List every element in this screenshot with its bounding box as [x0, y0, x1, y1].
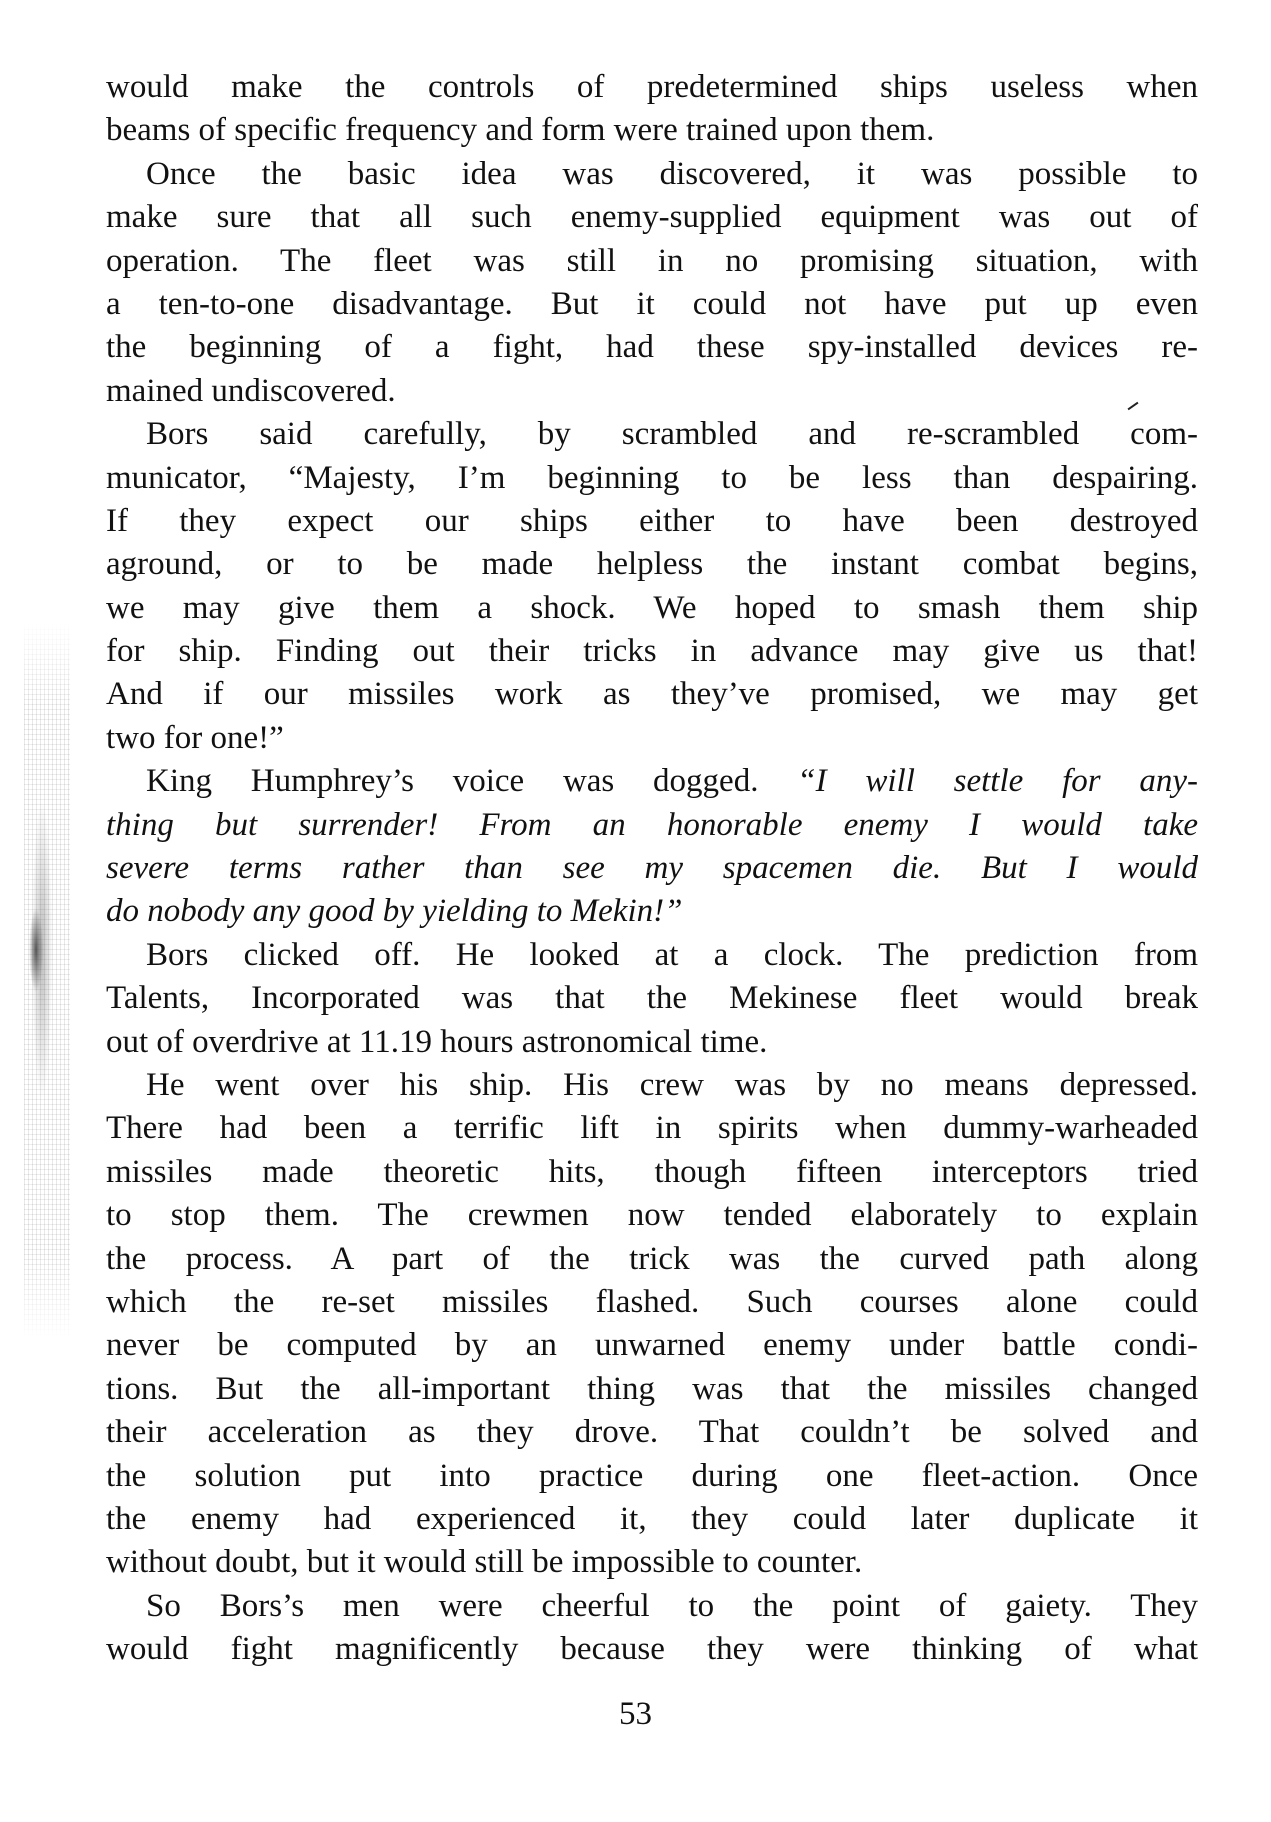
- text-line: a ten-to-one disadvantage. But it could not have put up even: [106, 285, 1198, 322]
- text-line: we may give them a shock. We hoped to smash them ship: [106, 589, 1198, 626]
- text-line: make sure that all such enemy-supplied equipment was out of: [106, 199, 1198, 236]
- text-line: operation. The fleet was still in no promising situation, with: [106, 242, 1198, 279]
- text-italic: “I will settle for any-: [797, 763, 1198, 800]
- text-line-mixed: [106, 760, 1198, 803]
- scan-artifact-strip: [24, 620, 70, 1340]
- text-line: never be computed by an unwarned enemy under battle condi-: [106, 1327, 1198, 1364]
- text-line-italic: do nobody any good by yielding to Mekin!”: [106, 893, 683, 930]
- text-roman: King Humphrey’s voice was dogged.: [146, 763, 798, 800]
- text-line: If they expect our ships either to have been destroyed: [106, 502, 1198, 539]
- text-line-italic: severe terms rather than see my spacemen die. But I would: [106, 850, 1198, 887]
- text-line: Bors clicked off. He looked at a clock. The prediction from: [146, 936, 1198, 973]
- text-line: He went over his ship. His crew was by no means depressed.: [146, 1066, 1198, 1103]
- text-line: mained undiscovered.: [106, 372, 396, 409]
- text-line: the enemy had experienced it, they could later duplicate it: [106, 1500, 1198, 1537]
- text-line: to stop them. The crewmen now tended elaborately to explain: [106, 1197, 1198, 1234]
- text-line: the beginning of a fight, had these spy-installed devices re-: [106, 329, 1198, 366]
- text-line: Bors said carefully, by scrambled and re-scrambled com-: [146, 416, 1198, 453]
- text-line: municator, “Majesty, I’m beginning to be less than despairing.: [106, 459, 1198, 496]
- page-number: 53: [619, 1696, 652, 1732]
- text-line: out of overdrive at 11.19 hours astronomical time.: [106, 1023, 768, 1060]
- text-line: for ship. Finding out their tricks in advance may give us that!: [106, 633, 1198, 670]
- text-line: missiles made theoretic hits, though fifteen interceptors tried: [106, 1153, 1198, 1190]
- text-line: So Bors’s men were cheerful to the point of gaiety. They: [146, 1587, 1198, 1624]
- text-line: their acceleration as they drove. That couldn’t be solved and: [106, 1414, 1198, 1451]
- text-line: the process. A part of the trick was the curved path along: [106, 1240, 1198, 1277]
- text-line: which the re-set missiles flashed. Such courses alone could: [106, 1283, 1198, 1320]
- text-line-italic: thing but surrender! From an honorable enemy I would take: [106, 806, 1198, 843]
- text-line: two for one!”: [106, 719, 284, 756]
- text-line: aground, or to be made helpless the instant combat begins,: [106, 546, 1198, 583]
- text-line: without doubt, but it would still be impossible to counter.: [106, 1544, 863, 1581]
- text-line: Talents, Incorporated was that the Mekinese fleet would break: [106, 980, 1198, 1017]
- text-line: There had been a terrific lift in spirits when dummy-warheaded: [106, 1110, 1198, 1147]
- text-line: tions. But the all-important thing was that the missiles changed: [106, 1370, 1198, 1407]
- text-line: would fight magnificently because they were thinking of what: [106, 1631, 1198, 1668]
- text-line: the solution put into practice during one fleet-action. Once: [106, 1457, 1198, 1494]
- text-line: beams of specific frequency and form were trained upon them.: [106, 112, 935, 149]
- text-line: would make the controls of predetermined ships useless when: [106, 69, 1198, 105]
- body-text: [106, 66, 1198, 1671]
- text-line: Once the basic idea was discovered, it was possible to: [146, 155, 1198, 192]
- text-line: And if our missiles work as they’ve promised, we may get: [106, 676, 1198, 713]
